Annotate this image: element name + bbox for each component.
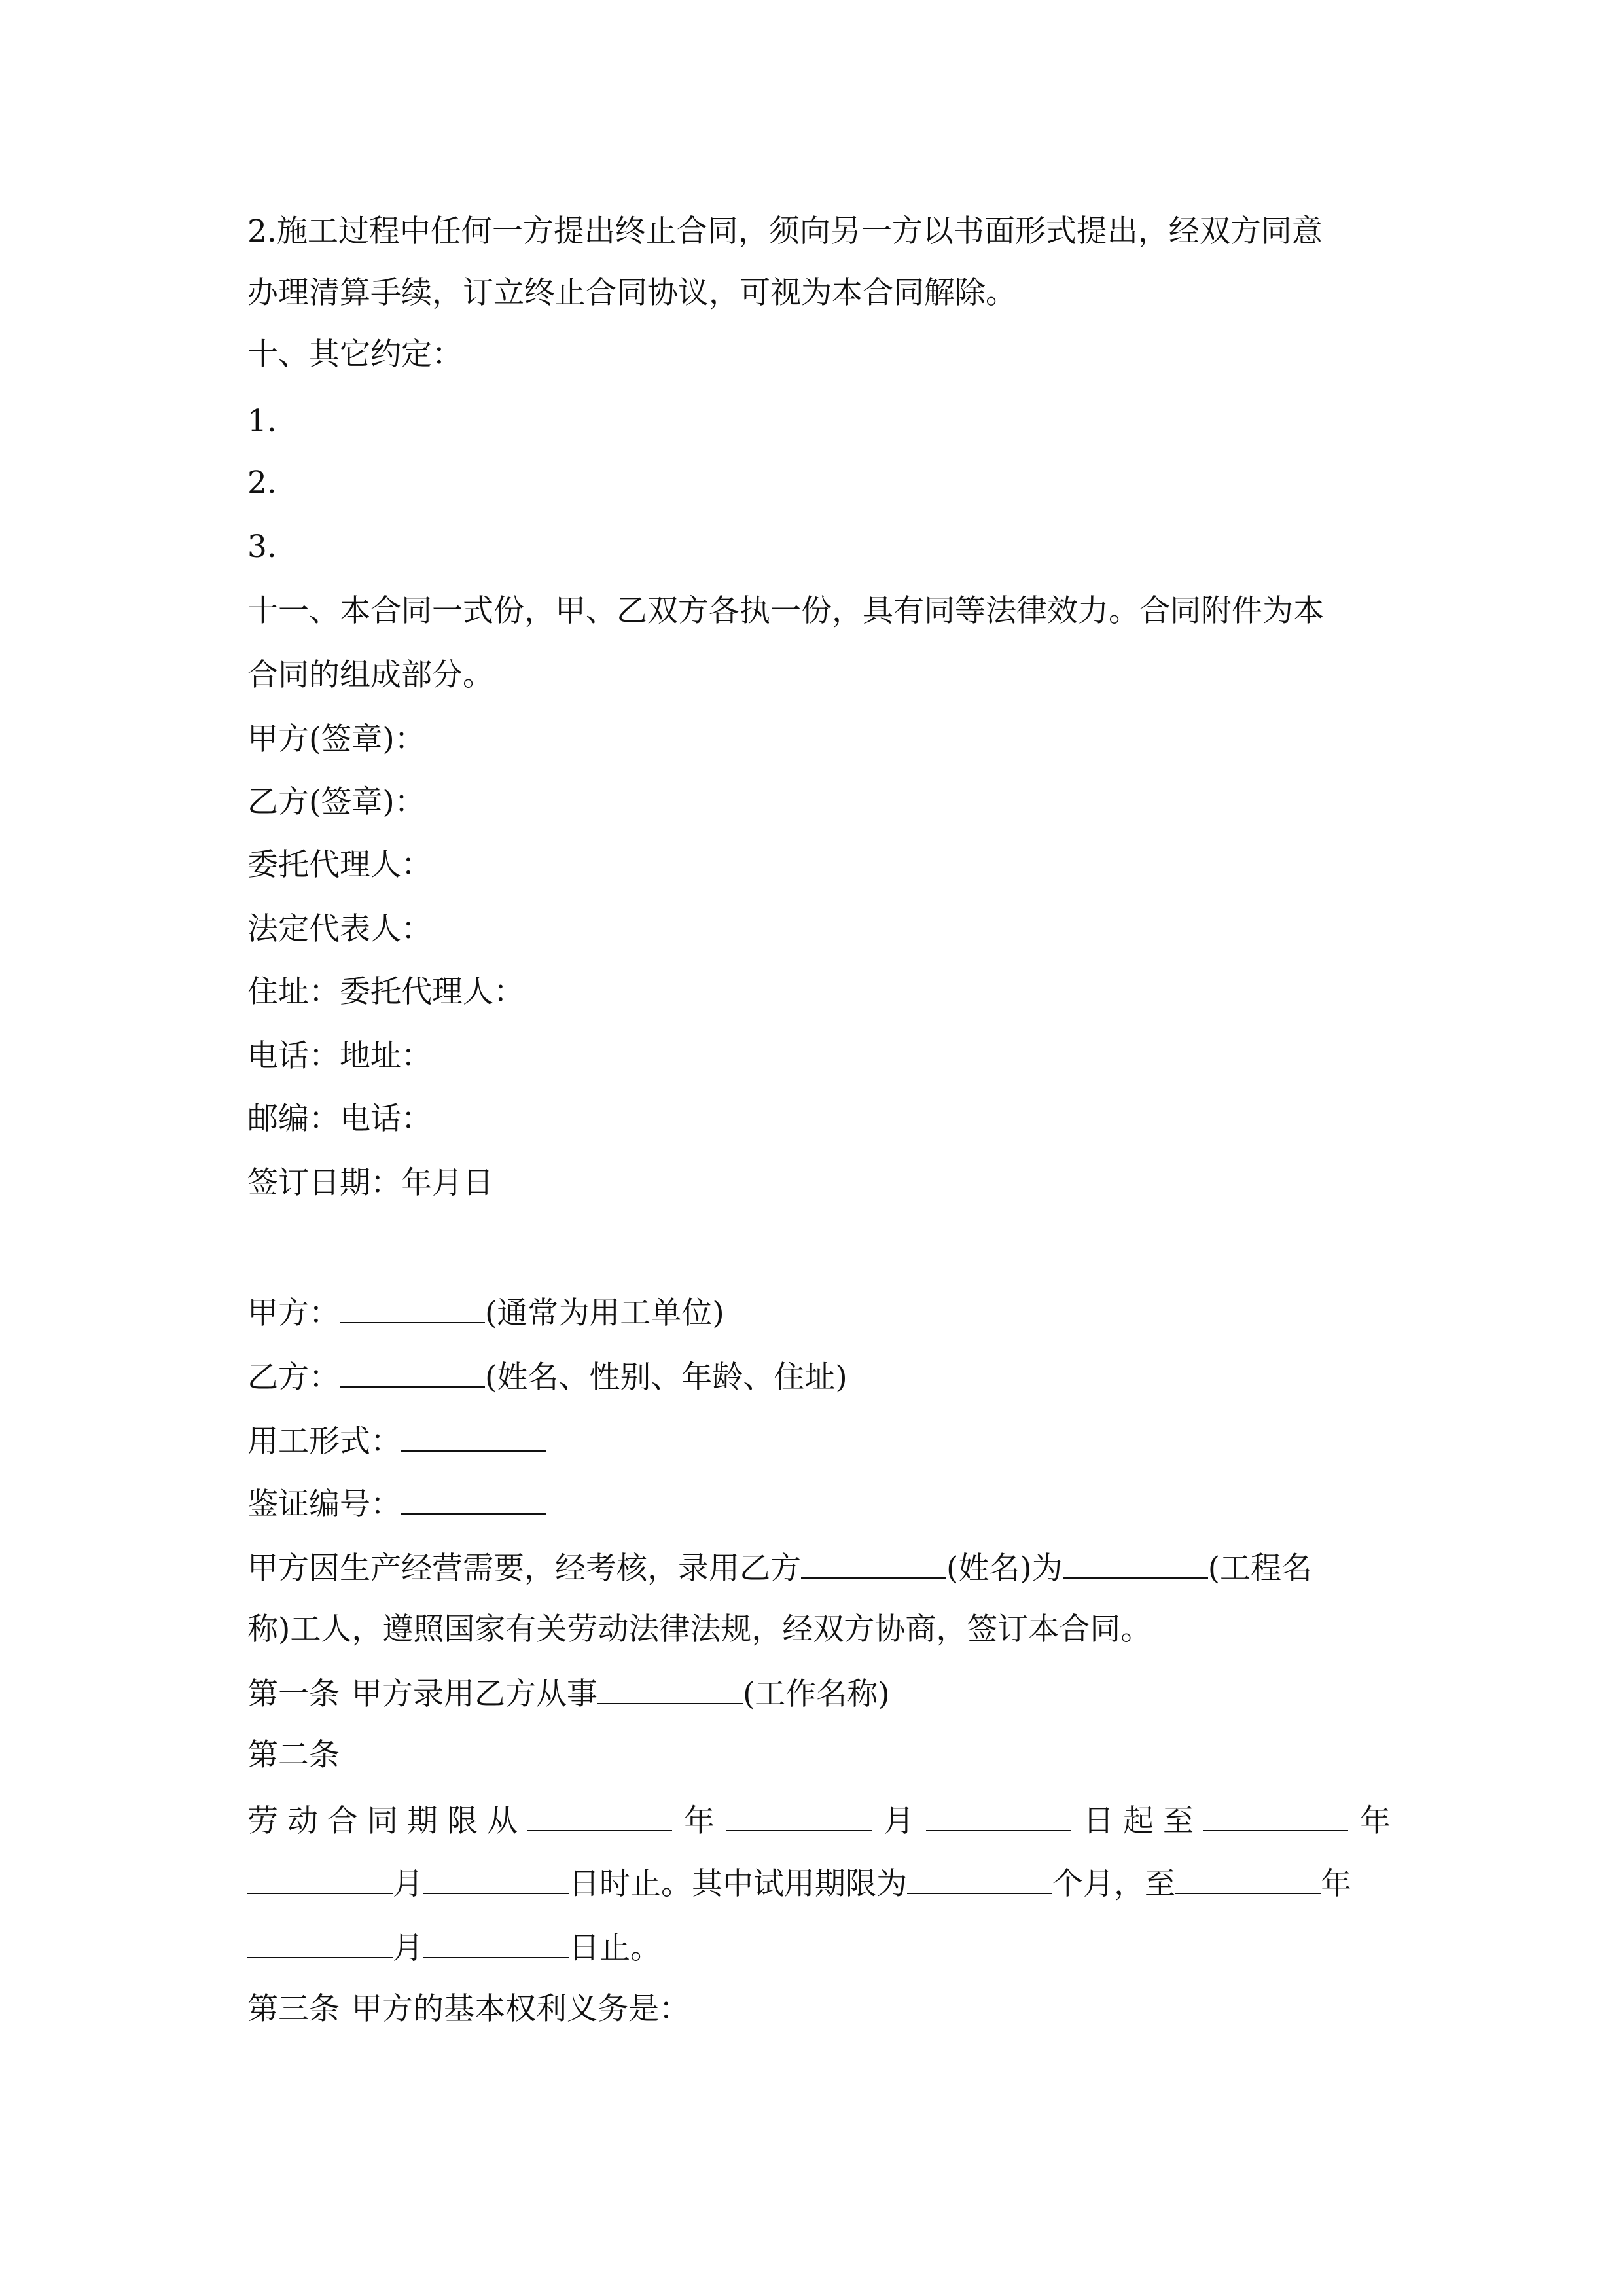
start-year-unit: 年 xyxy=(684,1803,715,1839)
probation-year-blank[interactable] xyxy=(1175,1863,1321,1894)
end-day-blank[interactable] xyxy=(423,1863,569,1894)
other-terms-item-2: 2. xyxy=(247,465,277,501)
article3-number: 第三条 xyxy=(247,1991,340,2027)
end-year-unit: 年 xyxy=(1360,1803,1391,1839)
labor-party-b xyxy=(247,1356,1380,1397)
article1-row xyxy=(247,1673,1380,1714)
intro-line2: 称)工人，遵照国家有关劳动法律法规，经双方协商，签订本合同。 xyxy=(247,1611,1152,1647)
article1-text: 甲方录用乙方从事 xyxy=(351,1676,597,1712)
section-ten-item2-line2: 办理清算手续，订立终止合同协议，可视为本合同解除。 xyxy=(247,275,1016,311)
cert-number-blank[interactable] xyxy=(401,1483,546,1515)
legal-rep-label: 法定代表人： xyxy=(247,911,432,947)
party-b-seal: 乙方(签章)： xyxy=(247,784,425,820)
probation-month-blank[interactable] xyxy=(247,1927,393,1958)
article3-text: 甲方的基本权利义务是： xyxy=(351,1991,690,2027)
postcode-phone-label: 邮编：电话： xyxy=(247,1101,432,1137)
cert-number-row xyxy=(247,1483,1380,1524)
other-terms-heading: 十、其它约定： xyxy=(247,336,463,372)
probation-text: 日时止。其中试用期限为 xyxy=(569,1866,907,1902)
article1-number: 第一条 xyxy=(247,1676,340,1712)
term-line3 xyxy=(247,1927,1380,1968)
section-ten-item2-line1: 2.施工过程中任何一方提出终止合同，须向另一方以书面形式提出，经双方同意 xyxy=(247,213,1323,249)
start-month-unit: 月 xyxy=(883,1803,914,1839)
intro-line1 xyxy=(247,1547,1380,1588)
article3-row xyxy=(247,1990,1380,2029)
party-b-label: 乙方： xyxy=(247,1359,340,1395)
probation-year-unit: 年 xyxy=(1321,1866,1351,1902)
article2-heading: 第二条 xyxy=(247,1737,340,1773)
intro-text-3: (工程名 xyxy=(1207,1551,1313,1587)
start-month-blank[interactable] xyxy=(726,1800,872,1831)
start-year-blank[interactable] xyxy=(527,1800,672,1831)
term-line2 xyxy=(247,1863,1380,1904)
party-b-blank[interactable] xyxy=(340,1356,485,1388)
end-month-blank[interactable] xyxy=(247,1863,393,1894)
employment-form-blank[interactable] xyxy=(401,1420,546,1452)
end-month-unit: 月 xyxy=(393,1866,423,1902)
probation-month-unit: 月 xyxy=(393,1930,423,1966)
other-terms-item-3: 3. xyxy=(247,529,277,565)
intro-text-2: (姓名)为 xyxy=(946,1551,1063,1587)
agent-label: 委托代理人： xyxy=(247,847,432,883)
sign-date-label: 签订日期：年月日 xyxy=(247,1165,493,1201)
end-year-blank[interactable] xyxy=(1203,1800,1348,1831)
start-day-blank[interactable] xyxy=(926,1800,1071,1831)
party-a-note: (通常为用工单位) xyxy=(485,1295,724,1331)
term-text: 劳动合同期限从 xyxy=(247,1803,527,1839)
probation-day-unit: 日止。 xyxy=(569,1930,661,1966)
labor-party-a xyxy=(247,1292,1380,1333)
party-a-blank[interactable] xyxy=(340,1292,485,1323)
employment-form-label: 用工形式： xyxy=(247,1424,401,1460)
article1-note: (工作名称) xyxy=(743,1676,890,1712)
project-name-blank[interactable] xyxy=(1063,1547,1208,1579)
cert-number-label: 鉴证编号： xyxy=(247,1486,401,1522)
party-a-seal: 甲方(签章)： xyxy=(247,721,425,757)
probation-day-blank[interactable] xyxy=(423,1927,569,1958)
intro-text-1: 甲方因生产经营需要，经考核，录用乙方 xyxy=(247,1551,801,1587)
employee-name-blank[interactable] xyxy=(801,1547,946,1579)
party-a-label: 甲方： xyxy=(247,1295,340,1331)
probation-until-text: 个月，至 xyxy=(1052,1866,1175,1902)
address-agent-label: 住址：委托代理人： xyxy=(247,974,524,1010)
other-terms-item-1: 1. xyxy=(247,403,277,439)
start-day-unit: 日起至 xyxy=(1083,1803,1203,1839)
copies-clause-line2: 合同的组成部分。 xyxy=(247,657,493,693)
job-title-blank[interactable] xyxy=(597,1673,743,1704)
copies-clause-line1: 十一、本合同一式份，甲、乙双方各执一份，具有同等法律效力。合同附件为本 xyxy=(247,593,1324,629)
probation-months-blank[interactable] xyxy=(907,1863,1052,1894)
employment-form-row xyxy=(247,1420,1380,1462)
phone-address-label: 电话：地址： xyxy=(247,1038,432,1074)
party-b-note: (姓名、性别、年龄、住址) xyxy=(485,1359,847,1395)
term-line1 xyxy=(247,1800,1391,1841)
